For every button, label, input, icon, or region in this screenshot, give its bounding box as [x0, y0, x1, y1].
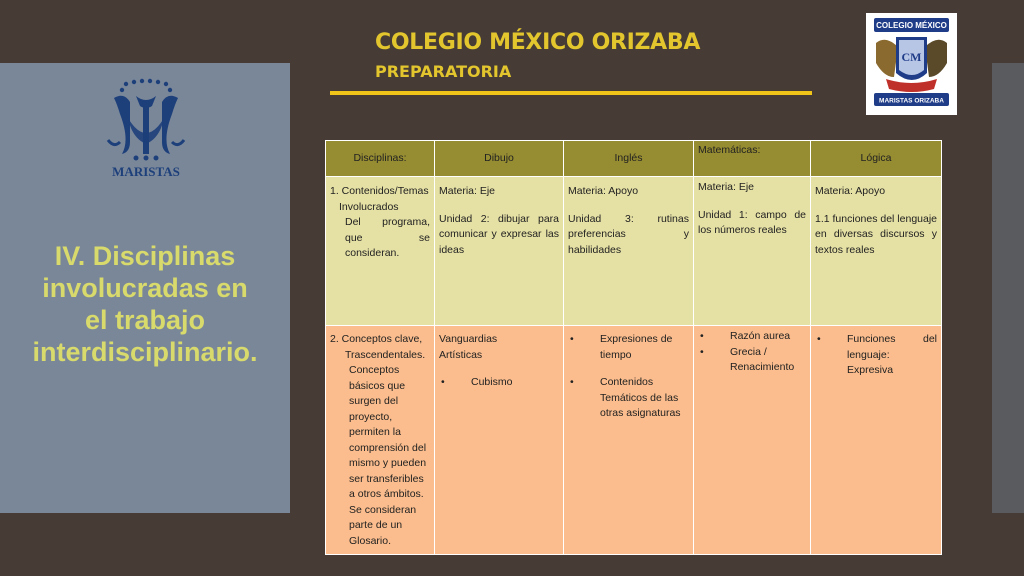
row-label-conceptos [326, 326, 435, 555]
school-crest [866, 13, 957, 115]
list-item [698, 345, 806, 376]
row-label-number: 1. Contenidos/Temas [330, 185, 429, 197]
cell-ingles-conceptos [564, 326, 694, 555]
unidad-text: 1.1 funciones del lenguaje en diversas discursos y textos reales [815, 212, 938, 256]
marist-logo-text: MARISTAS [112, 164, 180, 179]
header-logica: Lógica [811, 141, 942, 177]
cell-dibujo-conceptos [435, 326, 564, 555]
row-label-note: Del programa, que se consideran. [345, 216, 430, 259]
row-label-rest: Trascendentales. [345, 348, 426, 361]
row-label-note-2: Se consideran parte de un Glosario. [349, 503, 417, 547]
table-row-conceptos [326, 326, 942, 555]
right-decorative-strip [992, 63, 1024, 513]
bullet-icon: • [570, 333, 574, 345]
side-heading-line: el trabajo [84, 305, 206, 335]
list-item [815, 332, 937, 379]
disciplines-table [325, 140, 942, 555]
bullet-icon: • [817, 333, 821, 345]
concept-text: Vanguardias [439, 333, 498, 345]
side-heading-line: IV. Disciplinas [54, 241, 236, 271]
row-label-number: 2. Conceptos clave, [330, 333, 423, 345]
bullet-text: Contenidos Temáticos de las otras asignaturas [600, 376, 681, 419]
bullet-text: Grecia / Renacimiento [730, 345, 795, 373]
table-row-contenidos [326, 177, 942, 326]
bullet-icon: • [570, 376, 574, 388]
bullet-icon: • [700, 345, 704, 358]
title-underline [330, 91, 812, 95]
school-subtitle: PREPARATORIA [375, 62, 512, 81]
list-item [439, 375, 559, 391]
cell-matematicas-contenidos [694, 177, 811, 326]
school-title: COLEGIO MÉXICO ORIZABA [375, 30, 701, 55]
side-heading [18, 240, 272, 368]
side-heading-line: interdisciplinario. [32, 337, 258, 367]
list-item [568, 375, 689, 422]
bullet-icon: • [441, 376, 445, 388]
cell-dibujo-contenidos [435, 177, 564, 326]
row-label-note: Conceptos básicos que surgen del proyecto, permiten la comprensión del mismo y pueden ser transferibles a otros ámbitos. [349, 364, 427, 500]
list-item [568, 332, 689, 363]
cell-ingles-contenidos [564, 177, 694, 326]
bullet-icon: • [700, 330, 704, 342]
marist-monogram-icon [98, 78, 194, 180]
unidad-text: Unidad 1: campo de los números reales [698, 208, 806, 236]
header-dibujo: Dibujo [435, 141, 564, 177]
crest-top-text: COLEGIO MÉXICO [876, 21, 947, 30]
materia-label: Materia: Apoyo [815, 185, 886, 197]
header-matematicas: Matemáticas: [694, 141, 811, 177]
cell-logica-contenidos [811, 177, 942, 326]
concept-text: Artísticas [439, 348, 483, 361]
unidad-text: Unidad 3: rutinas preferencias y habilidades [568, 212, 689, 256]
header-disciplinas: Disciplinas: [326, 141, 435, 177]
unidad-text: Unidad 2: dibujar para comunicar y expresar las ideas [439, 212, 559, 256]
bullet-text: Expresiones de tiempo [600, 333, 673, 361]
crest-bottom-text: MARISTAS ORIZABA [879, 97, 944, 105]
side-heading-line: involucradas en [42, 273, 248, 303]
materia-label: Materia: Apoyo [568, 185, 639, 197]
row-label-rest: Involucrados [339, 200, 399, 213]
cell-matematicas-conceptos [694, 326, 811, 555]
cell-logica-conceptos [811, 326, 942, 555]
list-item [698, 329, 806, 345]
materia-label: Materia: Eje [698, 181, 755, 193]
bullet-text: Cubismo [471, 376, 513, 388]
school-crest-icon [866, 13, 957, 115]
row-label-contenidos [326, 177, 435, 326]
table-header-row [326, 141, 942, 177]
crest-monogram: CM [901, 50, 922, 64]
bullet-text: Funciones del lenguaje: Expresiva [847, 333, 937, 376]
header-ingles: Inglés [564, 141, 694, 177]
bullet-text: Razón aurea [730, 330, 791, 342]
materia-label: Materia: Eje [439, 185, 496, 197]
